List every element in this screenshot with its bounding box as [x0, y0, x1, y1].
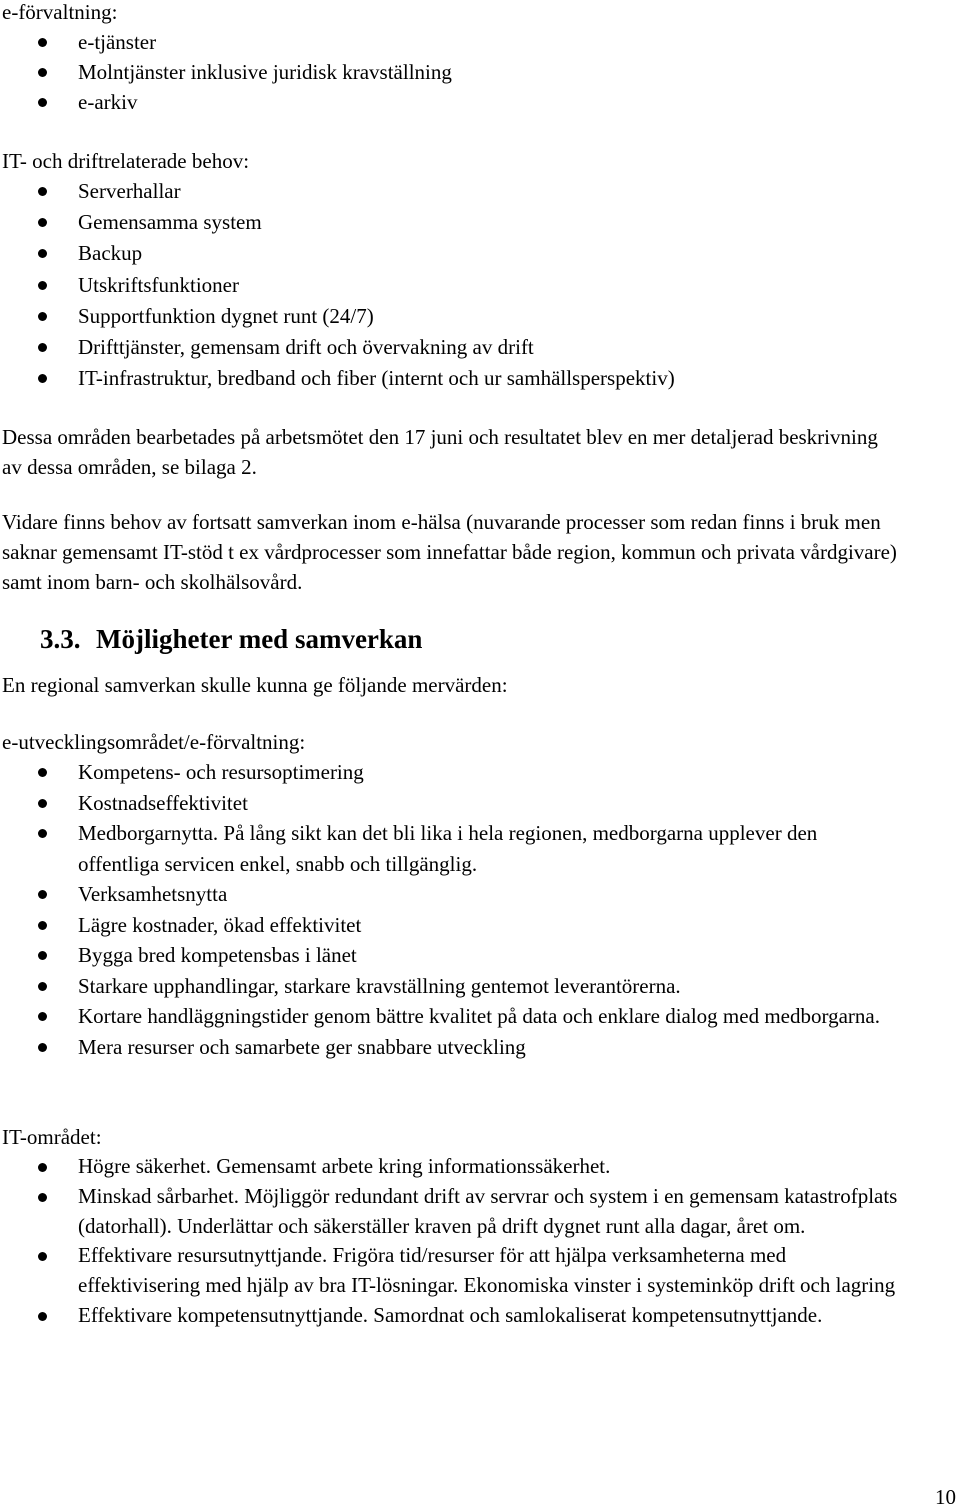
page-number: 10 — [935, 1485, 956, 1509]
bullet-icon — [38, 1312, 47, 1321]
bullet-icon — [38, 829, 47, 838]
bullet-icon — [38, 218, 47, 227]
bullet-list — [2, 1152, 902, 1331]
paragraph-block — [2, 422, 902, 482]
bullet-icon — [38, 1012, 47, 1021]
bullet-icon — [38, 68, 47, 77]
section-label: IT-området: — [2, 1125, 102, 1149]
bullet-icon — [38, 249, 47, 258]
heading-title: Möjligheter med samverkan — [96, 624, 423, 654]
list-item: Högre säkerhet. Gemensamt arbete kring informationssäkerhet. — [2, 1152, 902, 1182]
paragraph: Vidare finns behov av fortsatt samverkan inom e-hälsa (nuvarande processer som redan finns i bruk men saknar gemensamt IT-stöd t ex vårdprocesser som innefattar både region, kommun och privata vårdgivare) samt inom barn- och skolhälsovård. — [2, 510, 897, 594]
bullet-list — [2, 176, 902, 394]
list-item: IT-infrastruktur, bredband och fiber (internt och ur samhällsperspektiv) — [2, 363, 902, 394]
paragraph: Dessa områden bearbetades på arbetsmötet den 17 juni och resultatet blev en mer detaljerad beskrivning av dessa områden, se bilaga 2. — [2, 425, 878, 479]
bullet-icon — [38, 187, 47, 196]
list-item: Starkare upphandlingar, starkare kravställning gentemot leverantörerna. — [2, 971, 902, 1002]
paragraph: En regional samverkan skulle kunna ge följande mervärden: — [2, 673, 508, 697]
list-item: Supportfunktion dygnet runt (24/7) — [2, 301, 902, 332]
paragraph-block — [2, 670, 902, 700]
list-item: Medborgarnytta. På lång sikt kan det bli lika i hela regionen, medborgarna upplever den offentliga servicen enkel, snabb och tillgänglig. — [2, 818, 902, 879]
bullet-icon — [38, 1043, 47, 1052]
list-item: e-arkiv — [2, 87, 902, 117]
list-item: e-tjänster — [2, 27, 902, 57]
bullet-icon — [38, 374, 47, 383]
list-item: Kostnadseffektivitet — [2, 788, 902, 819]
bullet-icon — [38, 921, 47, 930]
bullet-icon — [38, 951, 47, 960]
bullet-list — [2, 757, 902, 1062]
list-item: Serverhallar — [2, 176, 902, 207]
bullet-icon — [38, 98, 47, 107]
bullet-icon — [38, 312, 47, 321]
bullet-icon — [38, 1193, 47, 1202]
list-item: Molntjänster inklusive juridisk kravställning — [2, 57, 902, 87]
list-item: Effektivare kompetensutnyttjande. Samordnat och samlokaliserat kompetensutnyttjande. — [2, 1301, 902, 1331]
list-item: Minskad sårbarhet. Möjliggör redundant drift av servrar och system i en gemensam katastrofplats (datorhall). Underlättar och säkerställer kraven på drift dygnet runt alla dagar, året om. — [2, 1182, 902, 1242]
bullet-icon — [38, 982, 47, 991]
section-label: e-utvecklingsområdet/e-förvaltning: — [2, 730, 306, 754]
section-it-drift — [2, 146, 902, 394]
list-item: Gemensamma system — [2, 207, 902, 238]
bullet-icon — [38, 768, 47, 777]
list-item: Effektivare resursutnyttjande. Frigöra tid/resurser för att hjälpa verksamheterna med effektivisering med hjälp av bra IT-lösningar. Ekonomiska vinster i systeminköp drift och lagring — [2, 1241, 902, 1301]
bullet-icon — [38, 890, 47, 899]
bullet-icon — [38, 799, 47, 808]
list-item: Bygga bred kompetensbas i länet — [2, 940, 902, 971]
section-label: e-förvaltning: — [2, 0, 118, 24]
heading-number: 3.3. — [40, 624, 81, 654]
bullet-icon — [38, 1252, 47, 1261]
paragraph-block — [2, 507, 902, 597]
bullet-icon — [38, 281, 47, 290]
bullet-icon — [38, 1163, 47, 1172]
list-item: Lägre kostnader, ökad effektivitet — [2, 910, 902, 941]
list-item: Kortare handläggningstider genom bättre kvalitet på data och enklare dialog med medborgarna. — [2, 1001, 902, 1032]
bullet-icon — [38, 38, 47, 47]
list-item: Backup — [2, 238, 902, 269]
list-item: Drifttjänster, gemensam drift och övervakning av drift — [2, 332, 902, 363]
section-e-utveckling — [2, 727, 902, 1062]
list-item: Kompetens- och resursoptimering — [2, 757, 902, 788]
list-item: Utskriftsfunktioner — [2, 270, 902, 301]
bullet-icon — [38, 343, 47, 352]
section-it-omradet — [2, 1122, 902, 1331]
section-e-forvaltning — [2, 0, 902, 117]
section-label: IT- och driftrelaterade behov: — [2, 149, 250, 173]
list-item: Verksamhetsnytta — [2, 879, 902, 910]
bullet-list — [2, 27, 902, 117]
section-heading — [40, 622, 422, 656]
list-item: Mera resurser och samarbete ger snabbare utveckling — [2, 1032, 902, 1063]
